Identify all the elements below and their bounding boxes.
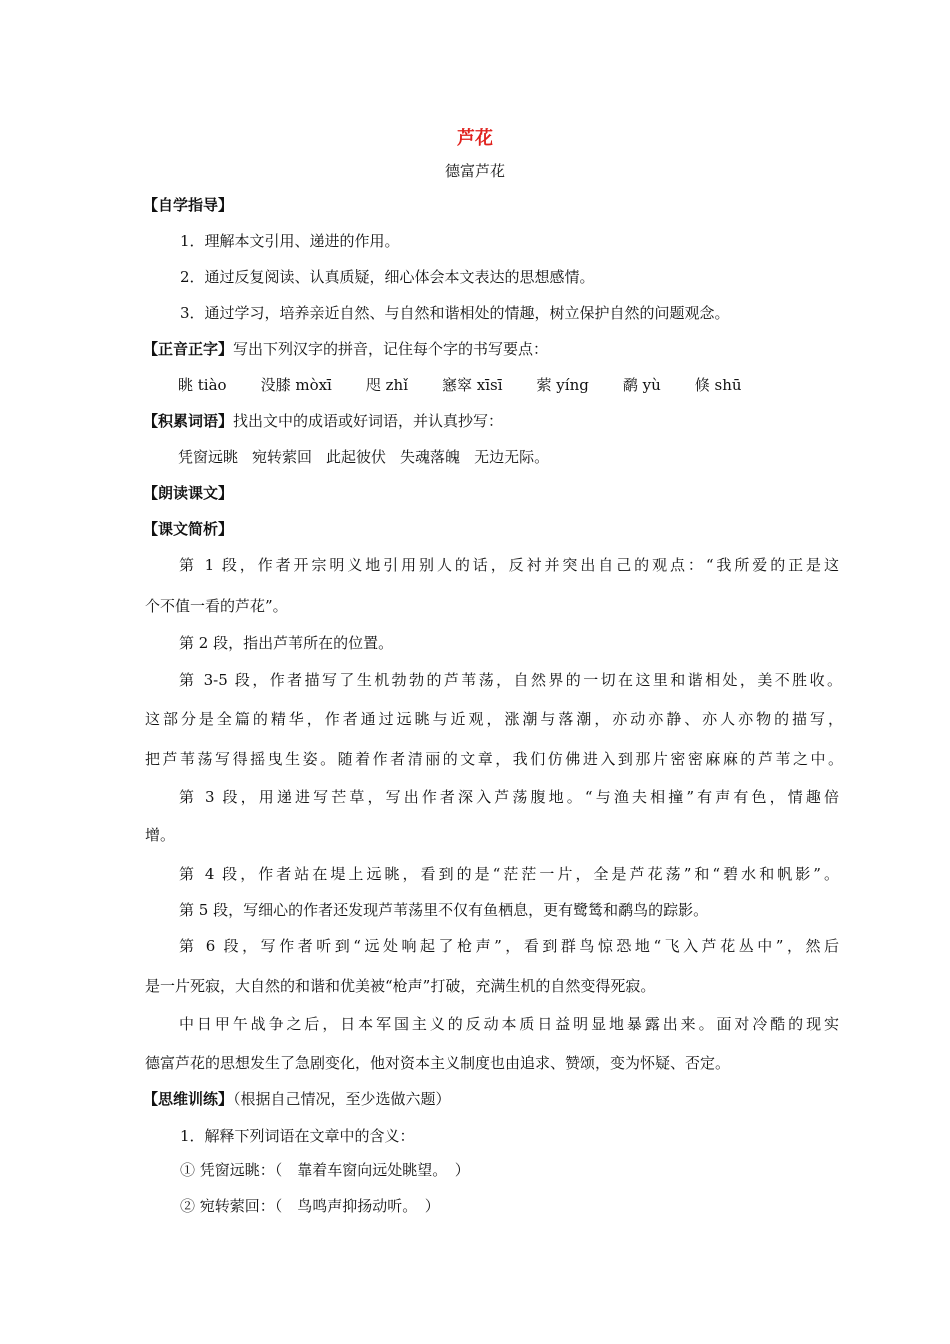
self-study-section: [143, 195, 233, 215]
vocabulary-section: [143, 411, 503, 431]
pronunciation-heading: 【正音正字】: [143, 340, 234, 358]
pronunciation-section: [143, 339, 548, 359]
objective-1: 1．理解本文引用、递进的作用。: [180, 232, 400, 250]
analysis-line: 个不值一看的芦花”。: [145, 597, 288, 615]
vocab-item: 失魂落魄: [400, 448, 461, 466]
pinyin-item: 没膝 mòxī: [260, 376, 332, 394]
pinyin-item: 窸窣 xīsī: [442, 376, 503, 394]
analysis-line: 增。: [145, 826, 176, 844]
analysis-line: 第 4 段，作者站在堤上远眺，看到的是“茫茫一片，全是芦花荡”和“碧水和帆影”。: [179, 865, 839, 883]
objective-2: 2．通过反复阅读、认真质疑，细心体会本文表达的思想感情。: [180, 268, 595, 286]
vocab-item: 此起彼伏: [326, 448, 387, 466]
vocabulary-instruction: 找出文中的成语或好词语，并认真抄写：: [233, 412, 504, 430]
thinking-heading: 【思维训练】: [143, 1090, 234, 1108]
reading-section: [143, 483, 233, 503]
self-study-heading: 【自学指导】: [143, 196, 234, 214]
vocab-item: 宛转萦回: [252, 448, 313, 466]
pinyin-item: 倏 shū: [694, 376, 742, 394]
analysis-line: 第 6 段，写作者听到“远处响起了枪声”，看到群鸟惊恐地“飞入芦花丛中”，然后: [179, 937, 839, 955]
vocabulary-heading: 【积累词语】: [143, 412, 234, 430]
reading-heading: 【朗读课文】: [143, 484, 234, 502]
thinking-section: [143, 1089, 451, 1109]
analysis-line: 第 1 段，作者开宗明义地引用别人的话，反衬并突出自己的观点：“我所爱的正是这: [179, 556, 839, 574]
exercise-answer: ① 凭窗远眺：（ 靠着车窗向远处眺望。 ）: [180, 1161, 470, 1179]
exercise-answer: ② 宛转萦回：（ 鸟鸣声抑扬动听。 ）: [180, 1197, 440, 1215]
document-title: 芦花: [457, 128, 493, 149]
pinyin-item: 萦 yíng: [536, 376, 589, 394]
analysis-section: [143, 519, 233, 539]
pinyin-item: 眺 tiào: [178, 376, 227, 394]
pinyin-item: 咫 zhǐ: [365, 376, 408, 394]
analysis-line: 是一片死寂，大自然的和谐和优美被“枪声”打破，充满生机的自然变得死寂。: [145, 977, 656, 995]
analysis-line: 第 3-5 段，作者描写了生机勃勃的芦苇荡，自然界的一切在这里和谐相处，美不胜收。: [179, 671, 842, 689]
exercise-question: 1．解释下列词语在文章中的含义：: [180, 1127, 415, 1145]
analysis-line: 德富芦花的思想发生了急剧变化，他对资本主义制度也由追求、赞颂，变为怀疑、否定。: [145, 1054, 731, 1072]
analysis-line: 第 2 段，指出芦苇所在的位置。: [179, 634, 394, 652]
analysis-line: 中日甲午战争之后，日本军国主义的反动本质日益明显地暴露出来。面对冷酷的现实: [179, 1015, 839, 1033]
author-name: 德富芦花: [444, 162, 505, 180]
objective-3: 3．通过学习，培养亲近自然、与自然和谐相处的情趣，树立保护自然的问题观念。: [180, 304, 730, 322]
pronunciation-instruction: 写出下列汉字的拼音，记住每个字的书写要点：: [233, 340, 549, 358]
vocab-item: 凭窗远眺: [178, 448, 239, 466]
analysis-heading: 【课文简析】: [143, 520, 234, 538]
pinyin-item: 鹬 yù: [622, 376, 661, 394]
vocabulary-list: [178, 447, 563, 467]
vocab-item: 无边无际。: [474, 448, 550, 466]
analysis-line: 这部分是全篇的精华，作者通过远眺与近观，涨潮与落潮，亦动亦静、亦人亦物的描写，: [145, 710, 843, 728]
analysis-line: 把芦苇荡写得摇曳生姿。随着作者清丽的文章，我们仿佛进入到那片密密麻麻的芦苇之中。: [145, 750, 843, 768]
thinking-note: （根据自己情况，至少选做六题）: [233, 1090, 451, 1108]
pinyin-list: [178, 375, 776, 395]
analysis-line: 第 3 段，用递进写芒草，写出作者深入芦荡腹地。“与渔夫相撞”有声有色，情趣倍: [179, 788, 839, 806]
analysis-line: 第 5 段，写细心的作者还发现芦苇荡里不仅有鱼栖息，更有鹭鸶和鹬鸟的踪影。: [179, 901, 709, 919]
